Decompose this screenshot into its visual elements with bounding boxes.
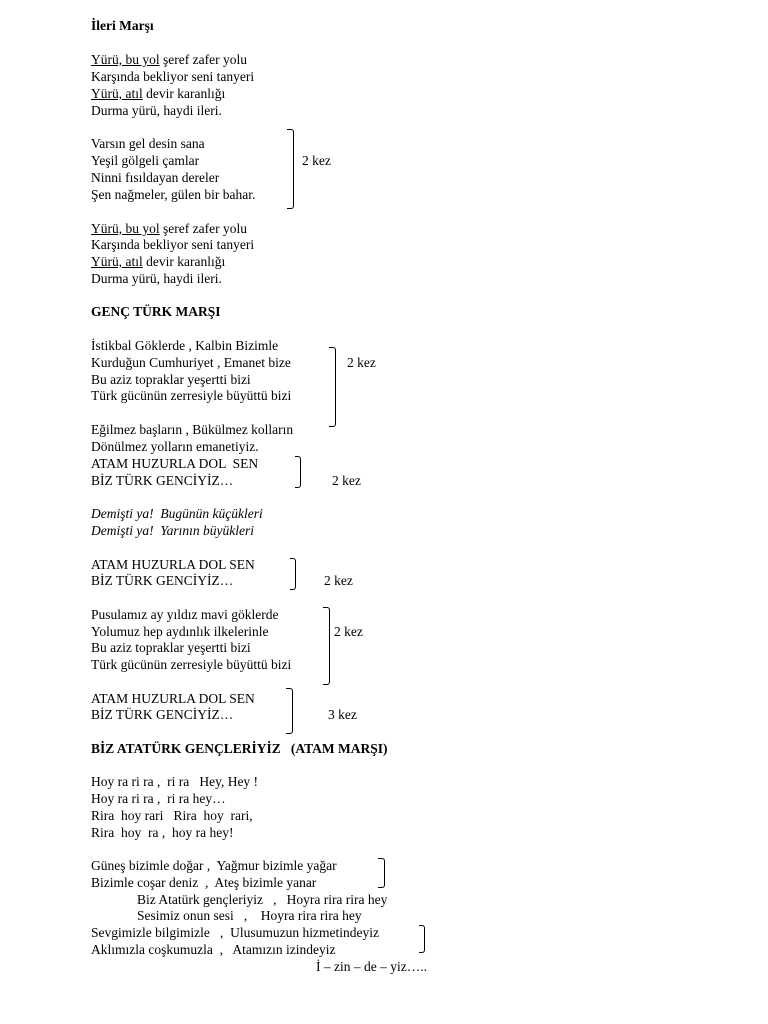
lyric-line: Yolumuz hep aydınlık ilkelerinle — [91, 624, 269, 639]
lyric-line: Yeşil gölgeli çamlar — [91, 153, 200, 168]
repeat-count: 2 kez — [332, 473, 361, 488]
repeat-bracket — [287, 129, 294, 209]
lyric-line: Hoy ra ri ra , ri ra hey… — [91, 791, 226, 806]
repeat-bracket — [378, 858, 385, 888]
lyric-line — [91, 51, 247, 68]
repeat-count: 2 kez — [347, 355, 376, 370]
lyric-line: Durma yürü, haydi ileri. — [91, 271, 222, 286]
lyric-line: Ninni fısıldayan dereler — [91, 170, 220, 185]
lyric-line: Durma yürü, haydi ileri. — [91, 103, 222, 118]
underlined-phrase: Yürü, atıl — [91, 254, 143, 269]
song-title-atam-marsi: BİZ ATATÜRK GENÇLERİYİZ (ATAM MARŞI) — [91, 741, 388, 756]
lyric-line: Türk gücünün zerresiyle büyüttü bizi — [91, 657, 292, 672]
italic-lyric-line: Demişti ya! Yarının büyükleri — [91, 523, 254, 538]
lyric-line: Biz Atatürk gençleriyiz , Hoyra rira rira hey — [137, 892, 388, 907]
lyric-text: şeref zafer yolu — [159, 221, 247, 236]
underlined-phrase: Yürü, atıl — [91, 86, 143, 101]
repeat-bracket — [329, 347, 336, 427]
lyric-line: Bu aziz topraklar yeşertti bizi — [91, 372, 251, 387]
lyric-line: BİZ TÜRK GENCİYİZ… — [91, 573, 234, 588]
repeat-count: 2 kez — [302, 153, 331, 168]
lyric-line — [91, 220, 247, 237]
repeat-count: 2 kez — [334, 624, 363, 639]
lyric-line: Karşında bekliyor seni tanyeri — [91, 237, 255, 252]
lyric-line: BİZ TÜRK GENCİYİZ… — [91, 707, 234, 722]
lyric-line: ATAM HUZURLA DOL SEN — [91, 557, 255, 572]
lyric-line: Eğilmez başların , Bükülmez kolların — [91, 422, 294, 437]
repeat-bracket — [323, 607, 330, 685]
lyric-line: Sevgimizle bilgimizle , Ulusumuzun hizmetindeyiz — [91, 925, 379, 940]
repeat-bracket — [286, 688, 293, 734]
lyric-line — [91, 253, 225, 270]
underlined-phrase: Yürü, bu yol — [91, 52, 160, 67]
repeat-bracket — [295, 456, 301, 488]
lyric-line: Şen nağmeler, gülen bir bahar. — [91, 187, 256, 202]
lyric-text: şeref zafer yolu — [159, 52, 247, 67]
lyric-line: Rira hoy ra , hoy ra hey! — [91, 825, 234, 840]
lyric-line: Türk gücünün zerresiyle büyüttü bizi — [91, 388, 292, 403]
lyric-line: Aklımızla coşkumuzla , Atamızın izindeyiz — [91, 942, 336, 957]
repeat-count: 2 kez — [324, 573, 353, 588]
lyric-line: İ – zin – de – yiz….. — [316, 959, 427, 974]
lyric-line: BİZ TÜRK GENCİYİZ… — [91, 473, 234, 488]
lyric-line: Hoy ra ri ra , ri ra Hey, Hey ! — [91, 774, 259, 789]
lyric-line: İstikbal Göklerde , Kalbin Bizimle — [91, 338, 279, 353]
song-title-genc-turk-marsi: GENÇ TÜRK MARŞI — [91, 304, 221, 319]
repeat-bracket — [419, 925, 425, 953]
song-title-ileri-marsi: İleri Marşı — [91, 18, 154, 33]
lyric-line: Pusulamız ay yıldız mavi göklerde — [91, 607, 279, 622]
lyric-line: Rira hoy rari Rira hoy rari, — [91, 808, 253, 823]
lyric-line: ATAM HUZURLA DOL SEN — [91, 691, 255, 706]
underlined-phrase: Yürü, bu yol — [91, 221, 160, 236]
italic-lyric-line: Demişti ya! Bugünün küçükleri — [91, 506, 263, 521]
lyric-text: devir karanlığı — [142, 86, 226, 101]
lyric-line: Kurduğun Cumhuriyet , Emanet bize — [91, 355, 291, 370]
lyric-line: Karşında bekliyor seni tanyeri — [91, 69, 255, 84]
repeat-count: 3 kez — [328, 707, 357, 722]
lyric-line: Bu aziz topraklar yeşertti bizi — [91, 640, 251, 655]
repeat-bracket — [290, 558, 296, 590]
lyric-line — [91, 85, 225, 102]
lyric-line: Dönülmez yolların emanetiyiz. — [91, 439, 259, 454]
lyric-text: devir karanlığı — [142, 254, 226, 269]
lyric-line: Bizimle coşar deniz , Ateş bizimle yanar — [91, 875, 317, 890]
lyric-line: Varsın gel desin sana — [91, 136, 205, 151]
lyric-line: Güneş bizimle doğar , Yağmur bizimle yağar — [91, 858, 337, 873]
lyric-line: Sesimiz onun sesi , Hoyra rira rira hey — [137, 908, 362, 923]
lyric-line: ATAM HUZURLA DOL SEN — [91, 456, 259, 471]
